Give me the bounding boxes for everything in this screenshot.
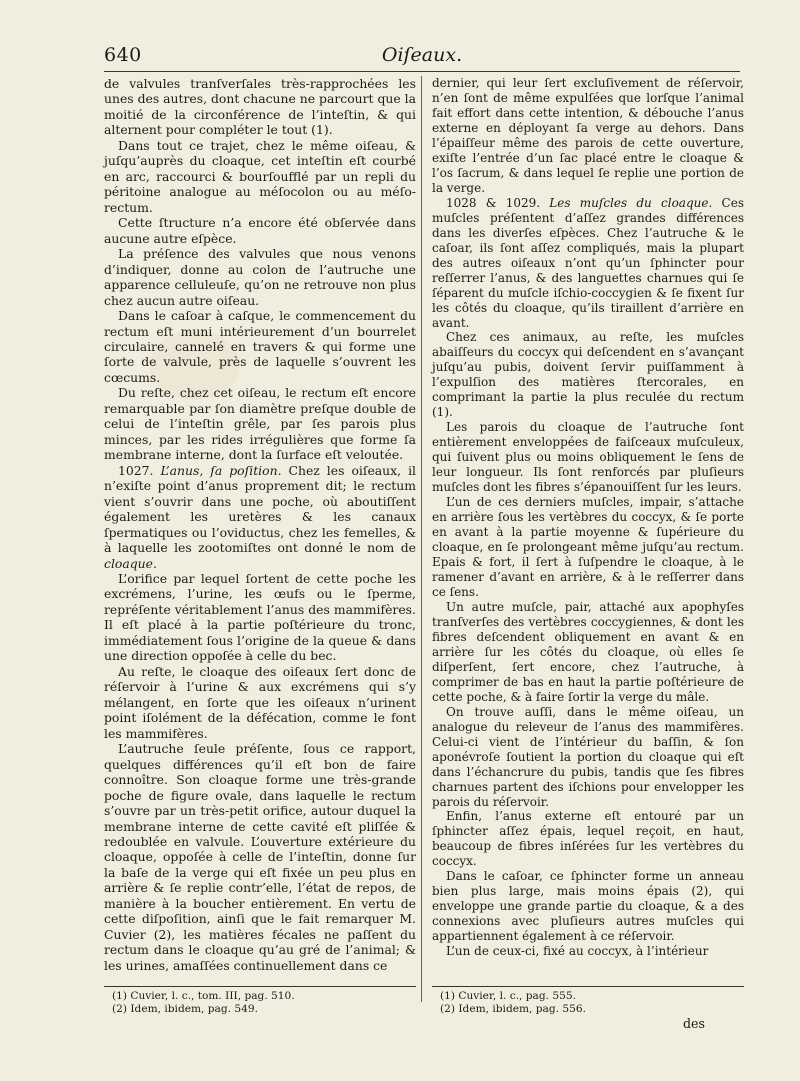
paragraph: [432, 944, 744, 959]
paragraph: [432, 76, 744, 196]
paragraph: [432, 196, 744, 331]
paragraph-text: Dans le caſoar à caſque, le commencement du rectum eſt muni intérieurement d’un bourrelet circulaire, cannelé en travers & qui forme une ſorte de valvule, près de laquelle s’ouvrent les cœcums.: [104, 308, 416, 385]
paragraph-text: dernier, qui leur ſert excluſivement de réſervoir, n’en ſont de même expulſées que lorſque l’animal fait effort dans cette intention, & débouche l’anus externe en déployant ſa verge au dehors. Dans l’épaiſſeur même des parois de cette ouverture, exiſte l’entrée d’un ſac placé entre le cloaque & l’os ſacrum, & dans lequel ſe replie une portion de la verge.: [432, 76, 744, 195]
footnote: (1) Cuvier, l. c., tom. III, pag. 510.: [112, 990, 295, 1002]
paragraph-text: Au reſte, le cloaque des oiſeaux ſert donc de réſervoir à l’urine & aux excrémens qui s’y mélangent, en ſorte que les oiſeaux n’urinent point iſolément de la défécation, comme le font les mammifères.: [104, 663, 416, 741]
paragraph: [104, 138, 416, 215]
paragraph: [104, 385, 416, 462]
catchword: des: [683, 1016, 705, 1031]
footnote: (2) Idem, ibidem, pag. 556.: [440, 1003, 586, 1015]
paragraph: [104, 215, 416, 246]
running-title: Oiſeaux.: [381, 44, 463, 66]
paragraph-text: Chez ces animaux, au reſte, les muſcles abaiſſeurs du coccyx qui deſcendent en s’avançant juſqu’au pubis, doivent ſervir puiſſamment à l’expulſion des matières ſtercorales, en comprimant la partie la plus reculée du rectum (1).: [432, 330, 744, 420]
header-rule: [104, 71, 740, 72]
paragraph-text: Enfin, l’anus externe eſt entouré par un ſphincter aſſez épais, lequel reçoit, en haut, beaucoup de fibres inſérées ſur les vertèbres du coccyx.: [432, 809, 744, 869]
paragraph: [432, 495, 744, 600]
paragraph-text: L’un de ces derniers muſcles, impair, s’attache en arrière ſous les vertèbres du coccyx, & ſe porte en avant à la partie moyenne & ſupérieure du cloaque, en ſe prolongeant même juſqu’au rectum. Epais & fort, il ſert à ſuſpendre le cloaque, à le ramener d’avant en arrière, & à le reſſerrer dans ce ſens.: [432, 495, 744, 599]
paragraph: [104, 664, 416, 741]
paragraph: [104, 463, 416, 571]
right-column: [432, 76, 744, 959]
paragraph-text: Dans tout ce trajet, chez le même oiſeau, & juſqu’auprès du cloaque, cet inteſtin eſt courbé en arc, raccourci & bourſoufflé par un repli du péritoine analogue au méſocolon ou au méſo-rectum.: [104, 137, 416, 215]
page-header: [104, 44, 740, 70]
paragraph: [104, 571, 416, 664]
footnote-rule: [432, 986, 744, 987]
left-column: [104, 76, 416, 973]
paragraph: [432, 600, 744, 705]
column-divider: [421, 76, 422, 1002]
paragraph-text: La préſence des valvules que nous venons d’indiquer, donne au colon de l’autruche une apparence celluleuſe, qu’on ne retrouve non plus chez aucun autre oiſeau.: [104, 246, 416, 308]
paragraph: [432, 869, 744, 944]
paragraph: [104, 246, 416, 308]
paragraph-text: On trouve auſſi, dans le même oiſeau, un analogue du releveur de l’anus des mammifères. Celui-ci vient de l’intérieur du baſſin, & ſon aponévroſe ſoutient la portion du cloaque qui eſt dans l’échancrure du pubis, tandis que ſes fibres charnues partent des iſchions pour envelopper les parois du réſervoir.: [432, 704, 744, 809]
paragraph-text: de valvules tranſverſales très-rapprochées les unes des autres, dont chacune ne parcourt que la moitié de la circonférence de l’inteſtin, & qui alternent pour compléter le tout (1).: [104, 76, 417, 138]
paragraph-text: L’un de ceux-ci, fixé au coccyx, à l’intérieur: [446, 944, 709, 959]
footnote: (1) Cuvier, l. c., pag. 555.: [440, 990, 576, 1002]
paragraph: [104, 741, 416, 973]
section-number: 1027.: [118, 462, 161, 478]
footnote: (2) Idem, ibidem, pag. 549.: [112, 1003, 258, 1015]
paragraph: [432, 809, 744, 869]
paragraph: [104, 308, 416, 385]
paragraph: [432, 330, 744, 420]
footnote-rule: [104, 986, 416, 987]
paragraph-text: Les parois du cloaque de l’autruche ſont entièrement enveloppées de faiſceaux muſculeux, qui ſuivent plus ou moins obliquement le ſens de leur longueur. Ils ſont renforcés par pluſieurs muſcles dont les fibres s’épanouiſſent ſur les leurs.: [432, 420, 744, 495]
paragraph-text: Dans le caſoar, ce ſphincter forme un anneau bien plus large, mais moins épais (2), qui enveloppe une grande partie du cloaque, & a des connexions avec pluſieurs autres muſcles qui appartiennent également à ce réſervoir.: [432, 869, 744, 944]
paragraph-text: Chez les oiſeaux, il n’exiſte point d’anus proprement dit; le rectum vient s’ouvrir dans une poche, où aboutiſſent également les uretères & les canaux ſpermatiques ou l’oviductus, chez les femelles, & à laquelle les zootomiſtes ont donné le nom de: [104, 462, 416, 556]
footnotes-left: [104, 986, 416, 1016]
paragraph-text: Un autre muſcle, pair, attaché aux apophyſes tranſverſes des vertèbres coccygiennes, & dont les fibres deſcendent obliquement en avant & en arrière ſur les côtés du cloaque, où elles ſe diſperſent, ſert encore, chez l’autruche, à comprimer de bas en haut la partie poſtérieure de cette poche, & à faire ſortir la verge du mâle.: [432, 599, 744, 704]
paragraph-text: L’orifice par lequel ſortent de cette poche les excrémens, l’urine, les œufs ou le ſperme, repréſente véritablement l’anus des mammifères. Il eſt placé à la partie poſtérieure du tronc, immédiatement ſous l’origine de la queue & dans une direction oppoſée à celle du bec.: [104, 571, 416, 664]
section-number: 1028 & 1029.: [446, 195, 550, 210]
page-number: 640: [104, 44, 142, 66]
paragraph-text: Cette ſtructure n’a encore été obſervée dans aucune autre eſpèce.: [104, 215, 416, 246]
italic-term: cloaque.: [104, 555, 157, 571]
section-heading: L’anus, ſa poſition.: [160, 462, 282, 478]
paragraph: [432, 705, 744, 810]
paragraph-text: Du reſte, chez cet oiſeau, le rectum eſt encore remarquable par ſon diamètre preſque double de celui de l’inteſtin grêle, par ſes parois plus minces, par les rides irrégulières que forme ſa membrane interne, dont la ſurface eſt veloutée.: [104, 385, 416, 463]
paragraph-text: L’autruche ſeule préſente, ſous ce rapport, quelques différences qu’il eſt bon de faire connoître. Son cloaque forme une très-grande poche de figure ovale, dans laquelle le rectum s’ouvre par un très-petit orifice, autour duquel la membrane interne de cette cavité eſt pliſſée & redoublée en valvule. L’ouverture extérieure du cloaque, oppoſée à celle de l’inteſtin, donne ſur la baſe de la verge qui eſt fixée un peu plus en arrière & ſe replie contr’elle, l’état de repos, de manière à la boucher entièrement. En vertu de cette diſpoſition, ainſi que le fait remarquer M. Cuvier (2), les matières fécales ne paſſent du rectum dans le cloaque qu’au gré de l’animal; & les urines, amaſſées continuellement dans ce: [104, 741, 416, 973]
paragraph: [432, 420, 744, 495]
section-heading: Les muſcles du cloaque.: [549, 195, 713, 210]
footnotes-right: [432, 986, 744, 1016]
paragraph-text: Ces muſcles préſentent d’aſſez grandes différences dans les diverſes eſpèces. Chez l’autruche & le caſoar, ils ſont aſſez compliqués, mais la plupart des autres oiſeaux n’ont qu’un ſphincter pour reſſerrer l’anus, & des languettes charnues qui ſe ſéparent du muſcle iſchio-coccygien & ſe fixent ſur les côtés du cloaque, qu’ils tiraillent d’arrière en avant.: [432, 195, 744, 330]
paragraph: [104, 76, 416, 138]
